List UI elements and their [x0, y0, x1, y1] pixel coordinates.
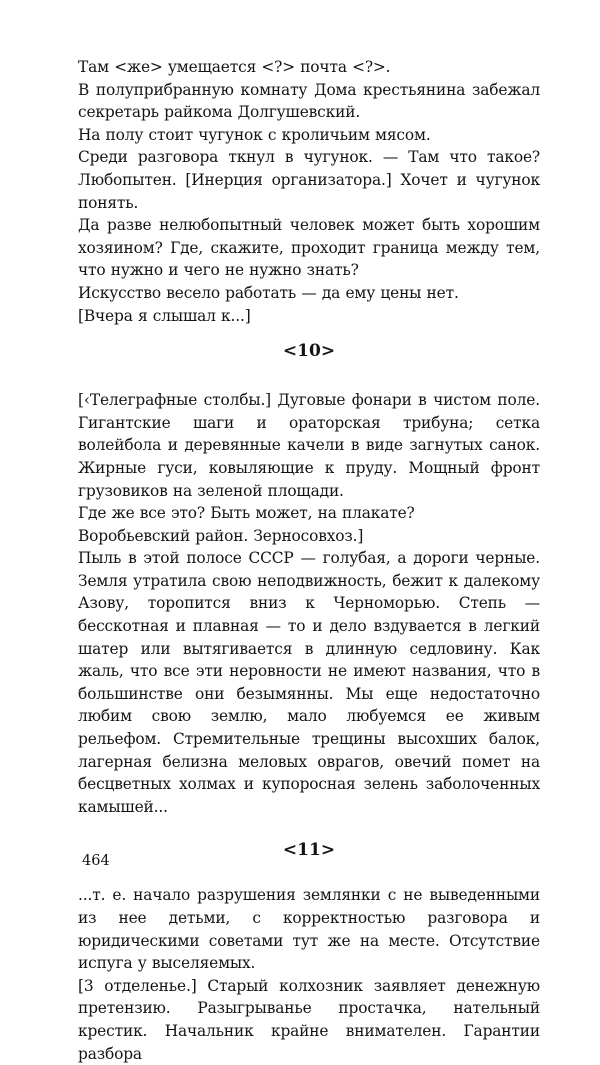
paragraph: ...т. е. начало разрушения землянки с не выведенными из нее детьми, с корректностью разговора и юридическими советами тут же на месте. Отсутствие испуга у выселяемых. [78, 886, 540, 973]
paragraph: Да разве нелюбопытный человек может быть хорошим хозяином? Где, скажите, проходит граница между тем, что нужно и чего не нужно знать? [78, 216, 540, 280]
paragraph: Искусство весело работать — да ему цены нет. [78, 283, 459, 302]
paragraph: Среди разговора ткнул в чугунок. — Там что такое? Любопытен. [Инерция организатора.] Хочет и чугунок понять. [78, 148, 540, 212]
paragraph: [3 отделенье.] Старый колхозник заявляет денежную претензию. Разыгрываньe простачка, нательный крестик. Начальник крайне внимателен. Гарантии разбора [78, 976, 540, 1063]
paragraph: Воробьевский район. Зерносовхоз.] [78, 526, 364, 545]
paragraph: Там <же> умещается <?> почта <?>. [78, 58, 391, 76]
paragraph: В полуприбранную комнату Дома крестьянина забежал секретарь райкома Долгушевский. [78, 80, 540, 122]
paragraph: Где же все это? Быть может, на плакате? [78, 504, 415, 523]
paragraph: [‹Телеграфные столбы.] Дуговые фонари в чистом поле. Гигантские шаги и ораторская трибуна; сетка волейбола и деревянные качели в виде загнутых санок. Жирные гуси, ковыляющие к пруду. Мощный фронт грузовиков на зеленой площади. [78, 391, 540, 500]
paragraph: [Вчера я слышал к...] [78, 306, 251, 325]
paragraph: Пыль в этой полосе СССР — голубая, а дороги черные. Земля утратила свою неподвижность, бежит к далекому Азову, торопится вниз к Черноморью. Степь — бесскотная и плавная — то и дело вздувается в легкий шатер или вытягивается в длинную седловину. Как жаль, что все эти неровности не имеют названия, что в большинстве они безымянны. Мы еще недостаточно любим свою землю, мало любуемся ее живым рельефом. Стремительные трещины высохших балок, лагерная белизна меловых оврагов, овечий помет на бесцветных холмах и купоросная зелень заболоченных камышей... [78, 549, 540, 816]
page-body [78, 56, 540, 1065]
section-heading-11: <11> [282, 840, 336, 861]
page-number: 464 [82, 853, 110, 869]
section-heading-10: <10> [282, 341, 336, 362]
paragraph: На полу стоит чугунок с кроличьим мясом. [78, 125, 431, 144]
